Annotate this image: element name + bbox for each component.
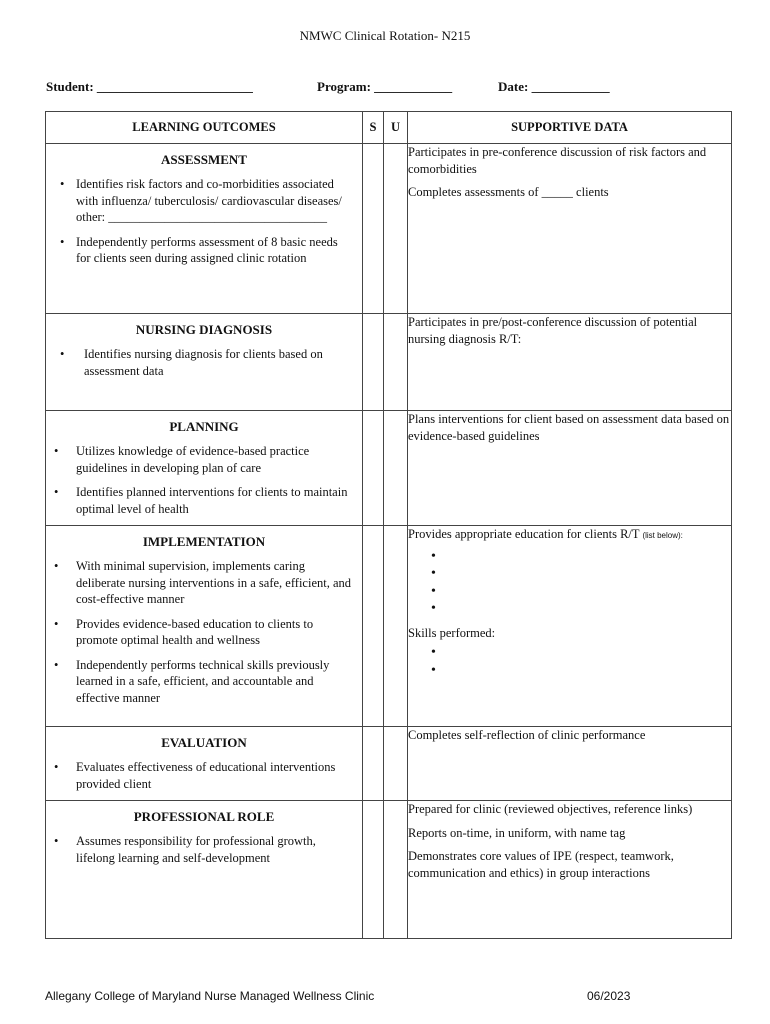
s-checkbox-cell[interactable] xyxy=(363,314,384,411)
skills-blank-list xyxy=(408,645,731,680)
diagnosis-row xyxy=(46,314,732,411)
evaluation-table xyxy=(45,111,732,939)
student-field[interactable]: Student: ________________________ xyxy=(46,79,253,94)
evaluation-outcomes xyxy=(46,727,363,801)
support-item: Plans interventions for client based on assessment data based on evidence-based guidelines xyxy=(408,412,730,443)
support-item: Prepared for clinic (reviewed objectives, reference links) xyxy=(408,802,693,816)
outcome-item: • Provides evidence-based education to clients to promote optimal health and wellness xyxy=(46,616,352,649)
outcome-item: • Evaluates effectiveness of educational interventions provided client xyxy=(46,759,352,792)
blank-bullet[interactable] xyxy=(408,601,731,619)
professional-outcomes xyxy=(46,801,363,939)
section-title: PLANNING xyxy=(169,419,239,434)
u-checkbox-cell[interactable] xyxy=(384,727,408,801)
supportive-header: SUPPORTIVE DATA xyxy=(408,112,732,144)
evaluation-support xyxy=(408,727,732,801)
section-title: ASSESSMENT xyxy=(161,152,247,167)
u-header: U xyxy=(384,112,408,144)
support-item: Completes assessments of _____ clients xyxy=(408,185,609,199)
section-title: IMPLEMENTATION xyxy=(142,534,266,549)
outcomes-header: LEARNING OUTCOMES xyxy=(46,112,363,144)
outcome-item: • Independently performs technical skills previously learned in a safe, efficient, and accountable and effective manner xyxy=(46,657,352,707)
planning-row xyxy=(46,411,732,526)
s-header: S xyxy=(363,112,384,144)
outcome-item: • Identifies risk factors and co-morbidities associated with influenza/ tuberculosis/ cardiovascular diseases/ other: ___________________________________ xyxy=(46,176,352,226)
s-checkbox-cell[interactable] xyxy=(363,144,384,314)
planning-support xyxy=(408,411,732,526)
assessment-support xyxy=(408,144,732,314)
table-header-row xyxy=(46,112,732,144)
footer-date: 06/2023 xyxy=(587,989,631,1003)
u-checkbox-cell[interactable] xyxy=(384,314,408,411)
section-title: NURSING DIAGNOSIS xyxy=(135,322,273,337)
implementation-row xyxy=(46,526,732,727)
assessment-row xyxy=(46,144,732,314)
blank-bullet[interactable] xyxy=(408,566,731,584)
outcome-item: • Independently performs assessment of 8 basic needs for clients seen during assigned clinic rotation xyxy=(46,234,352,267)
outcome-item: • Utilizes knowledge of evidence-based practice guidelines in developing plan of care xyxy=(46,443,352,476)
diagnosis-outcomes xyxy=(46,314,363,411)
s-checkbox-cell[interactable] xyxy=(363,801,384,939)
support-item: Participates in pre/post-conference discussion of potential nursing diagnosis R/T: xyxy=(408,315,698,346)
program-field[interactable]: Program: ____________ xyxy=(317,79,453,94)
evaluation-row xyxy=(46,727,732,801)
diagnosis-support xyxy=(408,314,732,411)
skills-label: Skills performed: xyxy=(408,625,496,640)
education-blank-list xyxy=(408,549,731,619)
section-title: PROFESSIONAL ROLE xyxy=(133,809,275,824)
date-field[interactable]: Date: ____________ xyxy=(498,79,610,94)
u-checkbox-cell[interactable] xyxy=(384,801,408,939)
education-text: Provides appropriate education for clients R/T xyxy=(408,527,640,541)
blank-bullet[interactable] xyxy=(408,549,731,567)
s-checkbox-cell[interactable] xyxy=(363,727,384,801)
implementation-outcomes xyxy=(46,526,363,727)
assessment-outcomes xyxy=(46,144,363,314)
blank-bullet[interactable] xyxy=(408,663,731,681)
s-checkbox-cell[interactable] xyxy=(363,411,384,526)
s-checkbox-cell[interactable] xyxy=(363,526,384,727)
implementation-support xyxy=(408,526,732,727)
professional-support xyxy=(408,801,732,939)
planning-outcomes xyxy=(46,411,363,526)
education-line xyxy=(408,526,731,545)
footer-organization: Allegany College of Maryland Nurse Managed Wellness Clinic xyxy=(45,989,375,1003)
outcome-item: • Assumes responsibility for professional growth, lifelong learning and self-development xyxy=(46,833,352,866)
support-item: Completes self-reflection of clinic performance xyxy=(408,728,646,742)
support-item: Reports on-time, in uniform, with name tag xyxy=(408,825,626,840)
outcome-item: • Identifies planned interventions for clients to maintain optimal level of health xyxy=(46,484,352,517)
education-note: (list below): xyxy=(642,531,683,540)
outcome-item: • Identifies nursing diagnosis for clients based on assessment data xyxy=(46,346,352,379)
blank-bullet[interactable] xyxy=(408,584,731,602)
u-checkbox-cell[interactable] xyxy=(384,526,408,727)
support-item: Demonstrates core values of IPE (respect, teamwork, communication and ethics) in group interactions xyxy=(408,849,674,880)
blank-bullet[interactable] xyxy=(408,645,731,663)
professional-row xyxy=(46,801,732,939)
support-item: Participates in pre-conference discussion of risk factors and comorbidities xyxy=(408,145,707,176)
document-title: NMWC Clinical Rotation- N215 xyxy=(299,28,471,43)
section-title: EVALUATION xyxy=(161,735,247,750)
u-checkbox-cell[interactable] xyxy=(384,144,408,314)
u-checkbox-cell[interactable] xyxy=(384,411,408,526)
outcome-item: • With minimal supervision, implements caring deliberate nursing interventions in a safe, efficient, and cost-effective manner xyxy=(46,558,352,608)
